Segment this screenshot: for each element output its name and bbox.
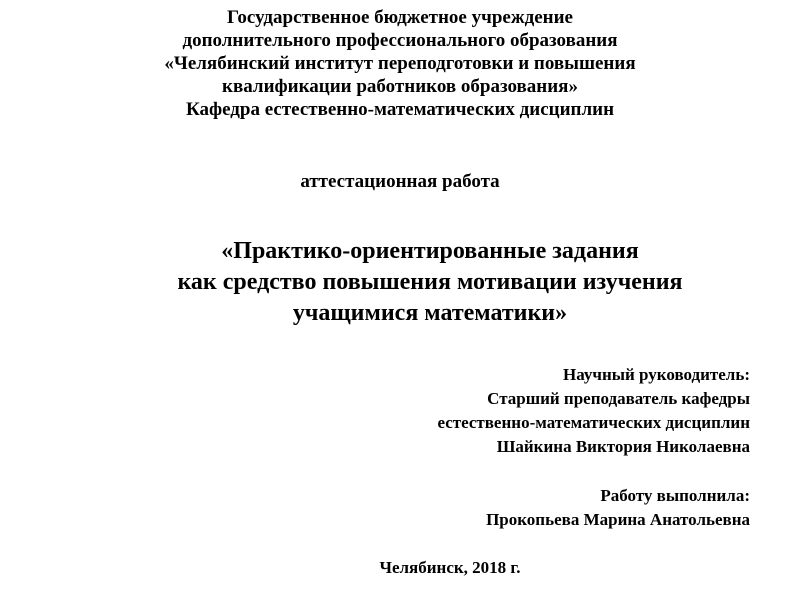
department-line: Кафедра естественно-математических дисциплин [185,99,615,120]
author-block [486,484,750,532]
institution-header [0,6,800,121]
author-name: Прокопьева Марина Анатольевна [486,510,750,529]
institution-line-1: Государственное бюджетное учреждение [227,7,573,28]
supervisor-block [437,363,750,459]
author-label: Работу выполнила: [600,486,750,505]
work-type: аттестационная работа [300,171,500,192]
supervisor-label: Научный руководитель: [563,365,750,384]
title-line-1: «Практико-ориентированные задания [221,238,639,264]
title-line-3: учащимися математики» [292,300,568,326]
institution-line-2: дополнительного профессионального образования [182,30,618,51]
supervisor-position-2: естественно-математических дисциплин [437,413,750,432]
institution-line-4: квалификации работников образования» [222,76,578,97]
city-year: Челябинск, 2018 г. [379,558,521,577]
title-line-2: как средство повышения мотивации изучения [177,269,683,295]
supervisor-position-1: Старший преподаватель кафедры [487,389,750,408]
institution-line-3: «Челябинский институт переподготовки и повышения [164,53,636,74]
work-title [0,236,800,329]
supervisor-name: Шайкина Виктория Николаевна [496,437,750,456]
